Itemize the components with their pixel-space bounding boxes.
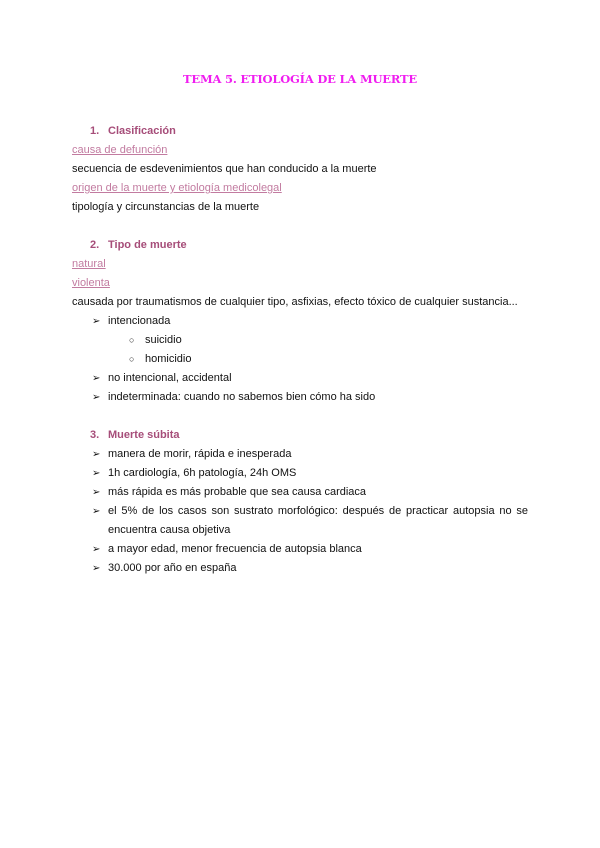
section-title: Tipo de muerte — [108, 239, 187, 251]
paragraph: tipología y circunstancias de la muerte — [72, 201, 260, 213]
arrow-bullet-icon: ➢ — [92, 544, 101, 555]
list-item-text: intencionada — [108, 315, 171, 327]
link-violenta[interactable]: violenta — [72, 277, 110, 289]
list-item-text: manera de morir, rápida e inesperada — [108, 448, 292, 460]
arrow-bullet-icon: ➢ — [92, 449, 101, 460]
circle-bullet-icon: ○ — [129, 354, 135, 364]
document-title: TEMA 5. ETIOLOGÍA DE LA MUERTE — [183, 72, 417, 86]
list-item — [72, 312, 528, 331]
arrow-bullet-icon: ➢ — [92, 316, 101, 327]
arrow-bullet-icon: ➢ — [92, 506, 101, 517]
document-page — [72, 70, 528, 578]
list-item-text: el 5% de los casos son sustrato morfológico: después de practicar autopsia no se — [108, 505, 528, 517]
paragraph: causada por traumatismos de cualquier tipo, asfixias, efecto tóxico de cualquier sustancia... — [72, 296, 518, 308]
list-item — [72, 388, 528, 407]
list-item — [72, 445, 528, 464]
circle-bullet-icon: ○ — [129, 335, 135, 345]
arrow-bullet-icon: ➢ — [92, 468, 101, 479]
list-item-text: más rápida es más probable que sea causa cardiaca — [108, 486, 367, 498]
arrow-bullet-icon: ➢ — [92, 563, 101, 574]
section-heading-muerte-subita — [72, 426, 528, 445]
paragraph: secuencia de esdevenimientos que han conducido a la muerte — [72, 163, 377, 175]
arrow-bullet-icon: ➢ — [92, 392, 101, 403]
arrow-bullet-icon: ➢ — [92, 487, 101, 498]
arrow-bullet-icon: ➢ — [92, 373, 101, 384]
section-number: 1. — [90, 125, 100, 137]
link-causa-defuncion[interactable]: causa de defunción — [72, 144, 168, 156]
list-item-text: indeterminada: cuando no sabemos bien cómo ha sido — [108, 391, 376, 403]
list-item — [72, 483, 528, 502]
list-item-text: 1h cardiología, 6h patología, 24h OMS — [108, 467, 297, 479]
link-natural[interactable]: natural — [72, 258, 106, 270]
list-item-text: a mayor edad, menor frecuencia de autopsia blanca — [108, 543, 362, 555]
link-origen-muerte[interactable]: origen de la muerte y etiología medicolegal — [72, 182, 282, 194]
list-item-text: no intencional, accidental — [108, 372, 232, 384]
list-item — [72, 369, 528, 388]
list-item-text: suicidio — [145, 334, 182, 346]
section-number: 3. — [90, 429, 100, 441]
list-item-text: homicidio — [145, 353, 192, 365]
list-item — [72, 464, 528, 483]
section-heading-tipo-muerte — [72, 236, 528, 255]
section-heading-clasificacion — [72, 122, 528, 141]
list-item — [72, 350, 528, 369]
section-title: Clasificación — [108, 125, 176, 137]
list-item — [72, 502, 528, 521]
section-title: Muerte súbita — [108, 429, 180, 441]
list-item — [72, 559, 528, 578]
list-item — [72, 331, 528, 350]
list-item-text: 30.000 por año en españa — [108, 562, 237, 574]
list-item — [72, 540, 528, 559]
section-number: 2. — [90, 239, 100, 251]
list-item-continuation: encuentra causa objetiva — [108, 524, 231, 536]
